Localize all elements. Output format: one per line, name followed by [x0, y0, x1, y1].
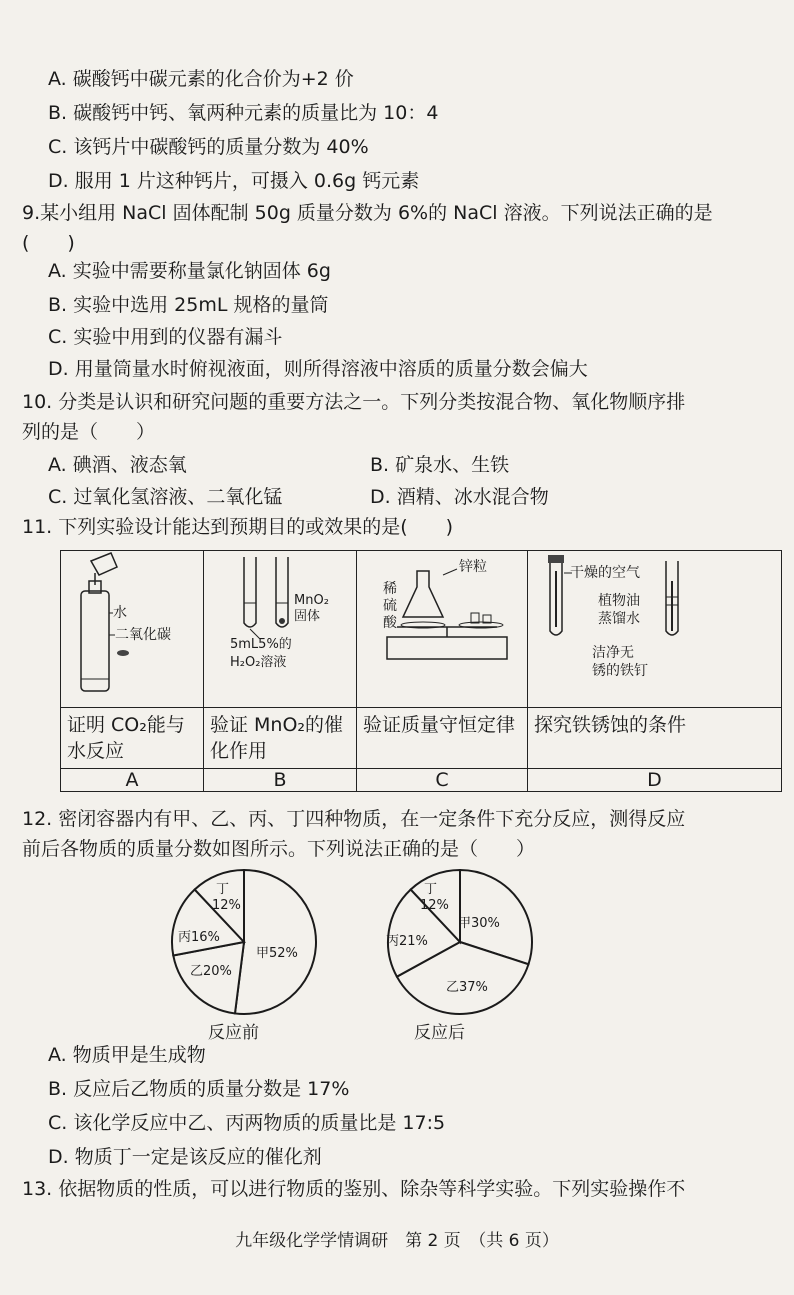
- q9-stem: 9.某小组用 NaCl 固体配制 50g 质量分数为 6%的 NaCl 溶液。下列说法正确的是: [22, 202, 713, 224]
- q12-option-c: C. 该化学反应中乙、丙两物质的质量比是 17:5: [48, 1112, 446, 1134]
- pie-after-label-ding: 丁: [424, 882, 438, 897]
- exp-b-letter: B: [204, 769, 357, 792]
- exp-b-label-mno2: MnO₂: [294, 593, 329, 608]
- pie-after-title: 反应后: [414, 1023, 465, 1043]
- exp-a-label-water: 水: [113, 605, 127, 621]
- q10-option-d: D. 酒精、冰水混合物: [370, 486, 549, 508]
- pie-before-label-yi: 乙20%: [190, 964, 232, 979]
- pie-before-label-jia: 甲52%: [256, 946, 298, 961]
- exp-d-label-nail-2: 锈的铁钉: [592, 663, 648, 679]
- exp-b-desc: 验证 MnO₂的催化作用: [204, 708, 357, 769]
- exp-d-label-nail-1: 洁净无: [592, 645, 634, 661]
- q9-answer-bracket: ( ): [22, 232, 75, 254]
- q11-experiment-table: [60, 550, 782, 792]
- q9-option-b: B. 实验中选用 25mL 规格的量筒: [48, 294, 329, 316]
- exp-b-figure: [204, 551, 357, 708]
- pie-after-label-yi: 乙37%: [446, 980, 488, 995]
- exp-c-label-acid-2: 硫: [383, 598, 397, 614]
- q11-stem: 11. 下列实验设计能达到预期目的或效果的是( ): [22, 516, 454, 538]
- q8-option-d: D. 服用 1 片这种钙片，可摄入 0.6g 钙元素: [48, 170, 420, 192]
- iron-nail-tubes-icon: [528, 551, 784, 707]
- q13-stem: 13. 依据物质的性质，可以进行物质的鉴别、除杂等科学实验。下列实验操作不: [22, 1178, 686, 1200]
- q9-option-c: C. 实验中用到的仪器有漏斗: [48, 326, 283, 348]
- q12-option-b: B. 反应后乙物质的质量分数是 17%: [48, 1078, 350, 1100]
- q9-option-a: A. 实验中需要称量氯化钠固体 6g: [48, 260, 331, 282]
- q12-option-d: D. 物质丁一定是该反应的催化剂: [48, 1146, 322, 1168]
- q10-stem-cont: 列的是（ ）: [22, 421, 156, 443]
- q10-option-c: C. 过氧化氢溶液、二氧化锰: [48, 486, 283, 508]
- exp-c-figure: [357, 551, 528, 708]
- pie-before-title: 反应前: [208, 1023, 259, 1043]
- exp-c-label-acid-3: 酸: [383, 615, 397, 631]
- q8-option-a: A. 碳酸钙中碳元素的化合价为+2 价: [48, 68, 354, 90]
- exp-d-figure: [528, 551, 782, 708]
- exp-b-label-h2o2: H₂O₂溶液: [230, 655, 287, 670]
- exp-c-label-zinc: 锌粒: [459, 559, 487, 575]
- q8-option-b: B. 碳酸钙中钙、氧两种元素的质量比为 10：4: [48, 102, 439, 124]
- exp-a-desc: 证明 CO₂能与水反应: [61, 708, 204, 769]
- exp-b-label-volume: 5mL5%的: [230, 637, 292, 652]
- q12-stem-cont: 前后各物质的质量分数如图所示。下列说法正确的是（ ）: [22, 838, 536, 860]
- q10-option-b: B. 矿泉水、生铁: [370, 454, 510, 476]
- q10-stem: 10. 分类是认识和研究问题的重要方法之一。下列分类按混合物、氧化物顺序排: [22, 391, 686, 413]
- q9-option-d: D. 用量筒量水时俯视液面，则所得溶液中溶质的质量分数会偏大: [48, 358, 588, 380]
- exp-b-label-solid: 固体: [294, 609, 321, 624]
- q12-stem: 12. 密闭容器内有甲、乙、丙、丁四种物质，在一定条件下充分反应，测得反应: [22, 808, 686, 830]
- exp-d-label-oil: 植物油: [598, 593, 640, 609]
- exp-c-letter: C: [357, 769, 528, 792]
- test-tubes-icon: [204, 551, 356, 707]
- q10-option-a: A. 碘酒、液态氧: [48, 454, 187, 476]
- exp-c-label-acid-1: 稀: [383, 581, 397, 597]
- exp-a-label-co2: 二氧化碳: [115, 627, 171, 643]
- pie-after-label-ding-pct: 12%: [420, 898, 449, 913]
- exp-a-figure: [61, 551, 204, 708]
- exp-d-label-water: 蒸馏水: [598, 611, 640, 627]
- q8-option-c: C. 该钙片中碳酸钙的质量分数为 40%: [48, 136, 369, 158]
- pie-before-label-ding-pct: 12%: [212, 898, 241, 913]
- page-footer: 九年级化学学情调研 第 2 页 （共 6 页）: [235, 1231, 559, 1251]
- exp-d-label-dry-air: 干燥的空气: [570, 565, 640, 581]
- exp-a-letter: A: [61, 769, 204, 792]
- q12-option-a: A. 物质甲是生成物: [48, 1044, 206, 1066]
- exp-c-desc: 验证质量守恒定律: [357, 708, 528, 769]
- exp-d-desc: 探究铁锈蚀的条件: [528, 708, 782, 769]
- pie-after-label-bing: 丙21%: [386, 934, 428, 949]
- exp-d-letter: D: [528, 769, 782, 792]
- pie-after-label-jia: 甲30%: [458, 916, 500, 931]
- pie-before-label-ding: 丁: [216, 882, 230, 897]
- pie-before-label-bing: 丙16%: [178, 930, 220, 945]
